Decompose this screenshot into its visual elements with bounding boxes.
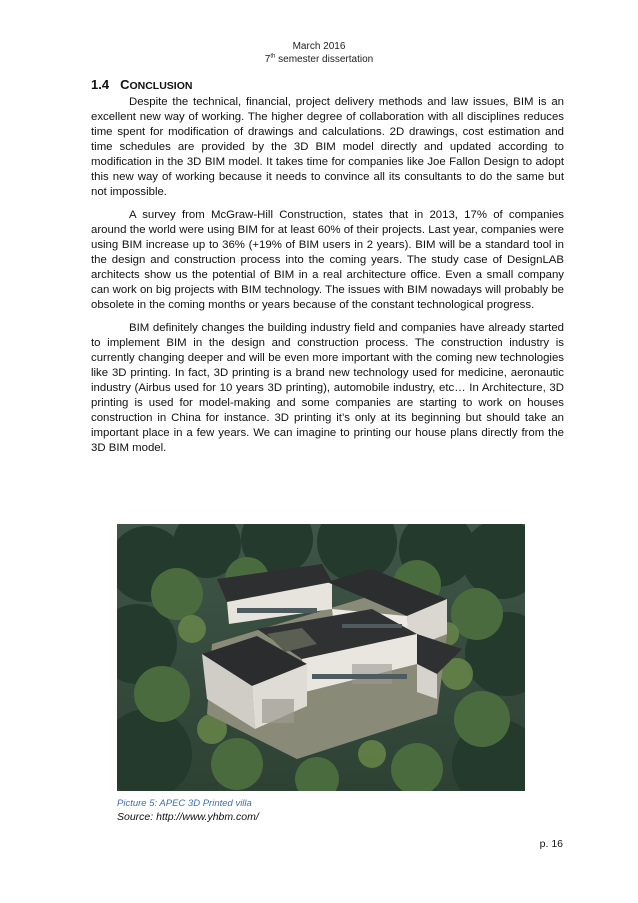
section-number: 1.4	[91, 77, 110, 92]
section-heading	[91, 77, 192, 92]
header-subtitle	[0, 53, 638, 66]
paragraph: BIM definitely changes the building industry field and companies have already started to implement BIM in the design and construction process. The construction industry is currently changing deeper and will be even more important with the coming new technologies like 3D printing. In fact, 3D printing is a brand new technology used for medicine, aeronautic industry (Airbus used for 10 years 3D printing), automobile industry, etc… In Architecture, 3D printing is used for model-making and some companies are starting to work on houses construction in China for instance. 3D printing it’s only at its beginning but should take an important place in a few years. We can imagine to printing our house plans directly from the 3D BIM model.	[91, 322, 564, 454]
villa-rendering-image	[117, 524, 525, 791]
figure-caption: Picture 5: APEC 3D Printed villa	[117, 798, 252, 809]
body-text	[91, 95, 564, 464]
villa-rendering-illustration	[117, 524, 525, 791]
section-title-rest: ONCLUSION	[129, 80, 193, 92]
paragraph: A survey from McGraw-Hill Construction, states that in 2013, 17% of companies around the world were using BIM for at least 60% of their projects. Last year, companies were using BIM increase up to 36% (+19% of BIM users in 2 years). BIM will be a standard tool in the design and construction process into the coming years. The study case of DesignLAB architects show us the potential of BIM in a real architecture office. Even a small company can work on big projects with BIM technology. The issues with BIM nowadays will probably be obsolete in the coming months or years because of the constant technological progress.	[91, 209, 564, 311]
header-subtitle-rest: semester dissertation	[275, 54, 374, 65]
section-title-initial: C	[120, 77, 130, 92]
page-header	[0, 40, 638, 66]
page-number: p. 16	[539, 838, 563, 850]
figure-source: Source: http://www.yhbm.com/	[117, 811, 259, 823]
header-date: March 2016	[292, 41, 346, 52]
header-ordinal-suffix: th	[270, 53, 276, 60]
paragraph: Despite the technical, financial, project delivery methods and law issues, BIM is an excellent new way of working. The higher degree of collaboration with all disciplines reduces time spent for modification of drawings and calculations. 2D drawings, cost estimation and time schedules are provided by the 3D BIM model directly and updated according to modification in the 3D BIM model. It takes time for companies like Joe Fallon Design to adopt this new way of working because it needs to convince all its consultants to do the same but not impossible.	[91, 96, 564, 198]
header-ordinal: 7	[264, 54, 271, 65]
